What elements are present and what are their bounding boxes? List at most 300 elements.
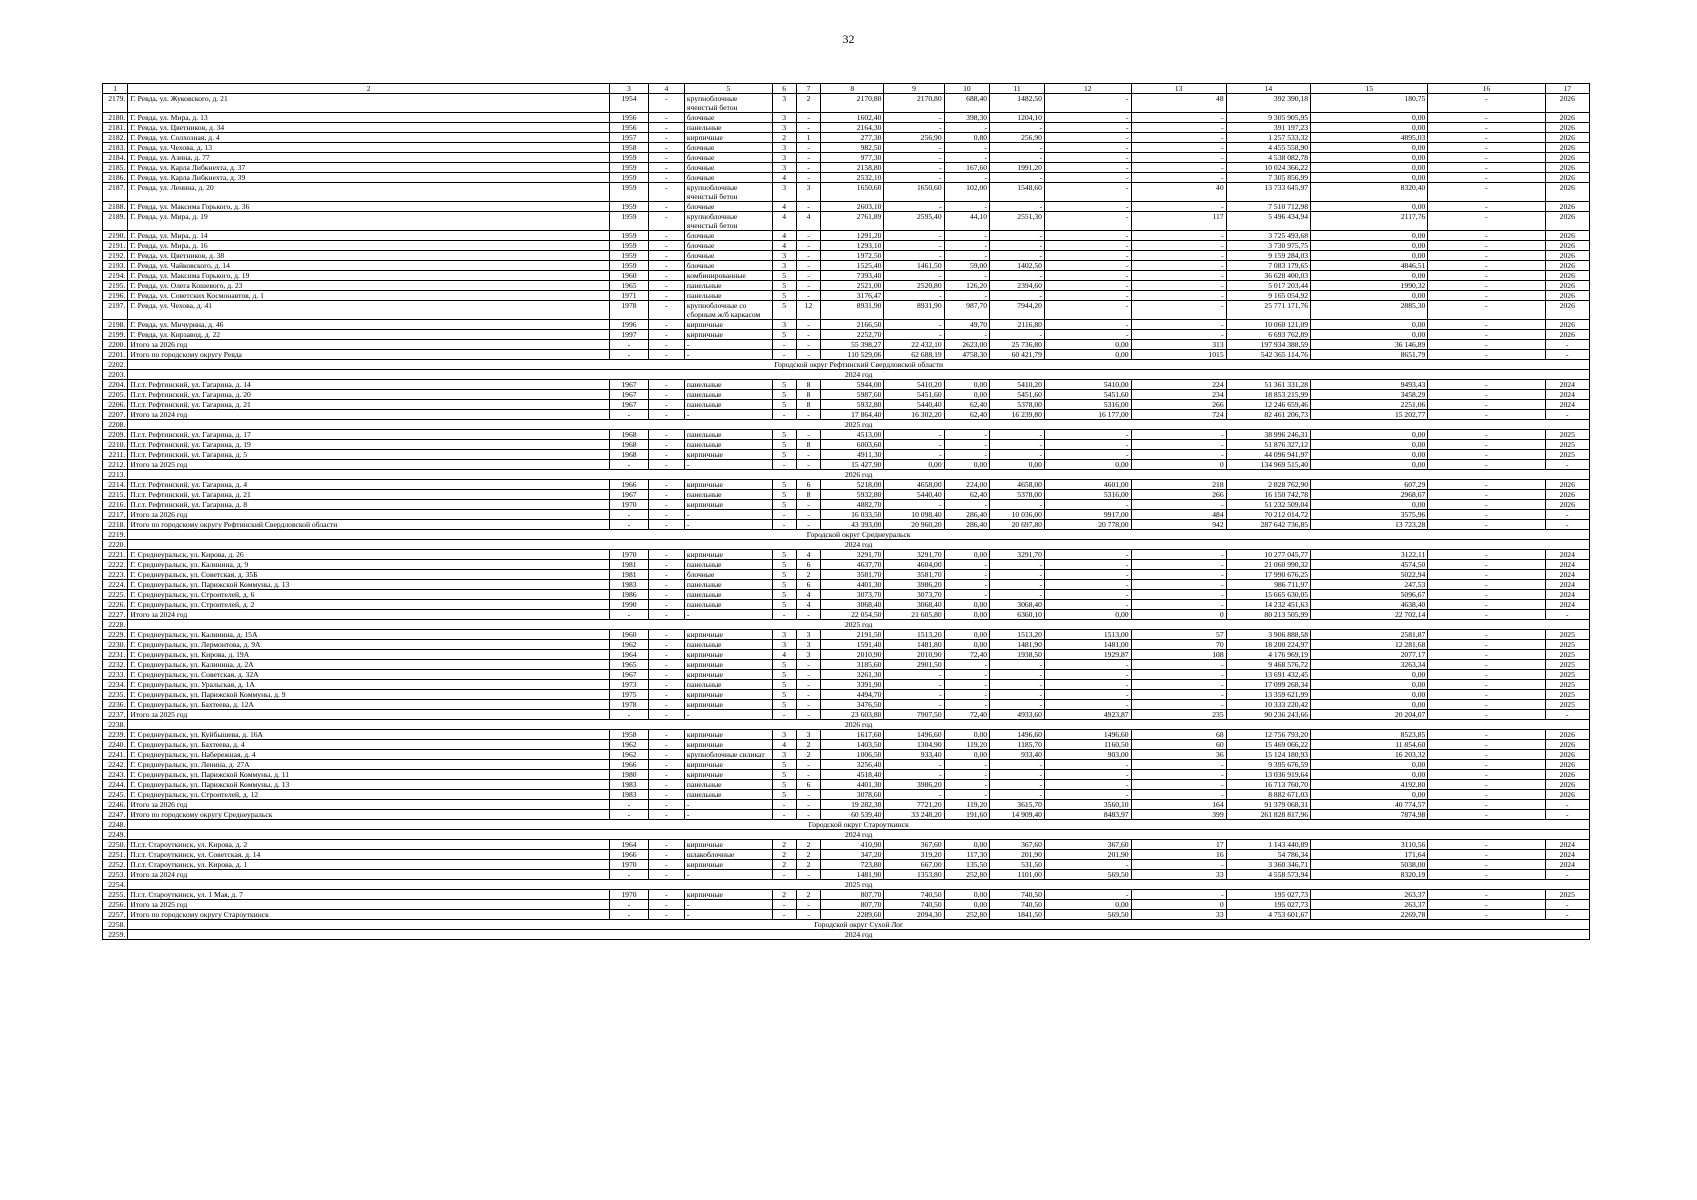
table-cell: Г. Ревда, ул. Мира, д. 13 <box>128 113 610 123</box>
table-cell: - <box>944 271 989 281</box>
table-cell: - <box>796 271 820 281</box>
table-cell: - <box>609 350 648 360</box>
table-cell: 1160,50 <box>1044 740 1131 750</box>
table-cell: блочные <box>684 251 772 261</box>
table-cell: - <box>990 500 1045 510</box>
table-cell: - <box>1131 680 1226 690</box>
table-cell: 201,90 <box>990 850 1045 860</box>
table-cell: 2182. <box>103 133 128 143</box>
table-cell: 391 197,23 <box>1226 123 1310 133</box>
table-cell: - <box>648 800 684 810</box>
table-cell: - <box>1428 580 1545 590</box>
table-cell: 1496,60 <box>990 730 1045 740</box>
table-cell: - <box>609 510 648 520</box>
table-cell: - <box>884 173 944 183</box>
table-cell: - <box>884 500 944 510</box>
table-cell: 1938,50 <box>990 650 1045 660</box>
table-cell: 1959 <box>609 231 648 241</box>
table-row <box>103 450 1590 460</box>
table-cell: - <box>990 153 1045 163</box>
table-cell: 4846,51 <box>1311 261 1428 271</box>
table-cell: 17 099 268,34 <box>1226 680 1310 690</box>
section-title: 2026 год <box>128 720 1590 730</box>
table-cell: 2170,80 <box>884 94 944 113</box>
table-cell: Г. Ревда, ул. Максима Горького, д. 19 <box>128 271 610 281</box>
table-row <box>103 500 1590 510</box>
table-cell: - <box>1428 291 1545 301</box>
table-cell: - <box>1428 400 1545 410</box>
table-cell: - <box>884 790 944 800</box>
table-cell: Итого за 2024 год <box>128 610 610 620</box>
table-cell: 0,00 <box>944 600 989 610</box>
table-cell: - <box>1044 780 1131 790</box>
table-cell: - <box>1131 320 1226 330</box>
table-row <box>103 780 1590 790</box>
table-cell: - <box>944 790 989 800</box>
table-cell: 0,00 <box>1311 291 1428 301</box>
table-cell: 15 124 180,93 <box>1226 750 1310 760</box>
table-cell: Г. Ревда, ул. Советских Космонавтов, д. 1 <box>128 291 610 301</box>
table-cell: 5932,80 <box>821 490 884 500</box>
table-cell: 8 <box>796 490 820 500</box>
table-cell: 2211. <box>103 450 128 460</box>
table-row <box>103 291 1590 301</box>
table-cell: 740,50 <box>990 900 1045 910</box>
table-cell: 5218,00 <box>821 480 884 490</box>
section-row <box>103 820 1590 830</box>
table-cell: 2026 <box>1545 94 1589 113</box>
header-cell: 10 <box>944 84 989 94</box>
table-cell: 36 <box>1131 750 1226 760</box>
table-cell: Г. Ревда, ул. Олега Кошевого, д. 23 <box>128 281 610 291</box>
table-cell: - <box>796 790 820 800</box>
table-cell: 40 <box>1131 183 1226 202</box>
table-cell: - <box>684 340 772 350</box>
section-title: Городской округ Сухой Лог <box>128 920 1590 930</box>
table-cell: 1185,70 <box>990 740 1045 750</box>
table-cell: 4658,00 <box>990 480 1045 490</box>
table-cell: - <box>796 113 820 123</box>
table-cell: - <box>772 610 796 620</box>
table-cell: 286,40 <box>944 520 989 530</box>
table-cell: 0,00 <box>944 390 989 400</box>
table-cell: - <box>796 320 820 330</box>
table-cell: 62,40 <box>944 410 989 420</box>
table-cell: крупноблочные ячеистый бетон <box>684 212 772 231</box>
table-cell: - <box>796 900 820 910</box>
table-cell: кирпичные <box>684 450 772 460</box>
table-cell: 688,40 <box>944 94 989 113</box>
table-cell: 2026 <box>1545 123 1589 133</box>
table-cell: - <box>1428 550 1545 560</box>
table-cell: 1973 <box>609 680 648 690</box>
table-cell: 2026 <box>1545 212 1589 231</box>
table-cell: 60 539,40 <box>821 810 884 820</box>
table-cell: 0,00 <box>1311 500 1428 510</box>
table-cell: 2026 <box>1545 183 1589 202</box>
table-cell: 7907,50 <box>884 710 944 720</box>
table-cell: - <box>684 870 772 880</box>
table-cell: 3458,29 <box>1311 390 1428 400</box>
table-cell: 3261,30 <box>821 670 884 680</box>
table-cell: 2209. <box>103 430 128 440</box>
table-cell: 1964 <box>609 840 648 850</box>
table-cell: 5378,00 <box>990 490 1045 500</box>
table-cell: блочные <box>684 163 772 173</box>
table-cell: Итого по городскому округу Староуткинск <box>128 910 610 920</box>
table-cell: - <box>990 450 1045 460</box>
table-cell: - <box>772 910 796 920</box>
table-cell: 3560,10 <box>1044 800 1131 810</box>
table-cell: 2269,78 <box>1311 910 1428 920</box>
table-cell: 4933,60 <box>990 710 1045 720</box>
table-cell: - <box>648 202 684 212</box>
table-cell: 3291,70 <box>884 550 944 560</box>
table-cell: 3 730 975,75 <box>1226 241 1310 251</box>
table-cell: 2024 <box>1545 550 1589 560</box>
table-cell: - <box>1044 690 1131 700</box>
table-row <box>103 251 1590 261</box>
table-cell: 3 906 888,58 <box>1226 630 1310 640</box>
table-cell: 134 969 515,40 <box>1226 460 1310 470</box>
table-cell: - <box>1044 320 1131 330</box>
table-cell: 0,00 <box>1311 173 1428 183</box>
table-cell: 2024 <box>1545 380 1589 390</box>
table-cell: - <box>1131 143 1226 153</box>
row-number: 2228. <box>103 620 128 630</box>
table-cell: - <box>1428 183 1545 202</box>
table-cell: - <box>944 660 989 670</box>
table-cell: 5410,20 <box>884 380 944 390</box>
table-cell: 5 <box>772 590 796 600</box>
table-cell: 15 427,90 <box>821 460 884 470</box>
table-cell: 10 333 220,42 <box>1226 700 1310 710</box>
table-cell: 0,00 <box>1311 700 1428 710</box>
table-cell: 6 <box>796 480 820 490</box>
table-cell: 2025 <box>1545 700 1589 710</box>
table-cell: - <box>944 123 989 133</box>
header-cell: 4 <box>648 84 684 94</box>
table-cell: 4 <box>772 173 796 183</box>
table-cell: 0,00 <box>1311 231 1428 241</box>
table-row <box>103 390 1590 400</box>
table-cell: 22 054,50 <box>821 610 884 620</box>
table-cell: - <box>1044 680 1131 690</box>
table-row <box>103 231 1590 241</box>
table-row <box>103 650 1590 660</box>
table-cell: 191,60 <box>944 810 989 820</box>
table-cell: 1959 <box>609 163 648 173</box>
table-cell: 2251,06 <box>1311 400 1428 410</box>
table-cell: Итого за 2025 год <box>128 900 610 910</box>
table-cell: 3122,11 <box>1311 550 1428 560</box>
table-cell: - <box>1428 450 1545 460</box>
table-cell: 0,00 <box>1311 241 1428 251</box>
table-cell: - <box>884 202 944 212</box>
table-row <box>103 630 1590 640</box>
table-cell: - <box>990 430 1045 440</box>
table-cell: 723,80 <box>821 860 884 870</box>
table-cell: 90 236 243,66 <box>1226 710 1310 720</box>
table-cell: 14 232 451,63 <box>1226 600 1310 610</box>
table-cell: 2247. <box>103 810 128 820</box>
table-cell: - <box>1044 94 1131 113</box>
table-cell: - <box>648 281 684 291</box>
table-cell: - <box>1044 500 1131 510</box>
table-cell: 2026 <box>1545 770 1589 780</box>
table-cell: Г. Среднеуральск, ул. Парижской Коммуны, д. 9 <box>128 690 610 700</box>
table-cell: кирпичные <box>684 330 772 340</box>
table-cell: - <box>648 810 684 820</box>
table-cell: 286,40 <box>944 510 989 520</box>
table-cell: Итого за 2026 год <box>128 510 610 520</box>
table-cell: - <box>1428 900 1545 910</box>
table-cell: 319,20 <box>884 850 944 860</box>
table-cell: - <box>1428 390 1545 400</box>
table-body <box>103 94 1590 940</box>
table-cell: 2251. <box>103 850 128 860</box>
table-cell: 21 605,80 <box>884 610 944 620</box>
table-cell: Г. Среднеуральск, ул. Калинина, д. 15А <box>128 630 610 640</box>
table-cell: - <box>772 350 796 360</box>
table-cell: 2180. <box>103 113 128 123</box>
table-cell: 2217. <box>103 510 128 520</box>
table-cell: 2885,30 <box>1311 301 1428 320</box>
section-title: Городской округ Рефтинский Свердловской области <box>128 360 1590 370</box>
table-cell: 1617,60 <box>821 730 884 740</box>
table-cell: - <box>884 690 944 700</box>
table-cell: кирпичные <box>684 770 772 780</box>
table-cell: - <box>944 560 989 570</box>
table-cell: 5 <box>772 281 796 291</box>
table-cell: - <box>648 380 684 390</box>
table-cell: - <box>944 770 989 780</box>
table-cell: Г. Среднеуральск, ул. Набережная, д. 4 <box>128 750 610 760</box>
table-cell: - <box>1044 550 1131 560</box>
table-cell: 5 <box>772 660 796 670</box>
table-cell: 1997 <box>609 330 648 340</box>
table-cell: 10 060 121,09 <box>1226 320 1310 330</box>
table-cell: 7 083 179,65 <box>1226 261 1310 271</box>
table-cell: - <box>648 630 684 640</box>
table-cell: блочные <box>684 173 772 183</box>
table-row <box>103 610 1590 620</box>
table-cell: 180,75 <box>1311 94 1428 113</box>
table-cell: - <box>1428 710 1545 720</box>
table-cell: 3986,20 <box>884 580 944 590</box>
table-cell: - <box>772 510 796 520</box>
table-cell: Итого за 2024 год <box>128 870 610 880</box>
table-cell: - <box>648 760 684 770</box>
table-cell: 2223. <box>103 570 128 580</box>
table-cell: Г. Ревда, ул. Чайковского, д. 14 <box>128 261 610 271</box>
table-cell: - <box>1428 261 1545 271</box>
row-number: 2220. <box>103 540 128 550</box>
table-cell: - <box>609 870 648 880</box>
table-cell: 2520,80 <box>884 281 944 291</box>
table-cell: 16 150 742,78 <box>1226 490 1310 500</box>
table-cell: 2025 <box>1545 430 1589 440</box>
table-cell: - <box>648 750 684 760</box>
section-title: 2025 год <box>128 420 1590 430</box>
table-cell: - <box>796 810 820 820</box>
table-row <box>103 670 1590 680</box>
table-cell: Итого по городскому округу Рефтинский Свердловской области <box>128 520 610 530</box>
table-cell: 4911,30 <box>821 450 884 460</box>
table-cell: 1967 <box>609 380 648 390</box>
table-row <box>103 710 1590 720</box>
table-cell: - <box>609 340 648 350</box>
row-number: 2249. <box>103 830 128 840</box>
table-cell: 6 <box>796 780 820 790</box>
header-cell: 15 <box>1311 84 1428 94</box>
table-cell: - <box>990 760 1045 770</box>
table-cell: - <box>796 163 820 173</box>
table-cell: 5410,00 <box>1044 380 1131 390</box>
table-cell: 0,00 <box>990 460 1045 470</box>
table-cell: 3 <box>772 640 796 650</box>
header-cell: 8 <box>821 84 884 94</box>
table-cell: панельные <box>684 123 772 133</box>
table-cell: П.г.т. Рефтинский, ул. Гагарина, д. 21 <box>128 400 610 410</box>
table-cell: - <box>1428 800 1545 810</box>
table-cell: 2206. <box>103 400 128 410</box>
table-cell: 2603,10 <box>821 202 884 212</box>
table-cell: кирпичные <box>684 650 772 660</box>
table-cell: П.г.т. Рефтинский, ул. Гагарина, д. 20 <box>128 390 610 400</box>
table-cell: 807,70 <box>821 900 884 910</box>
table-cell: - <box>884 330 944 340</box>
table-cell: - <box>1428 430 1545 440</box>
table-cell: 2025 <box>1545 690 1589 700</box>
table-cell: 4 558 573,94 <box>1226 870 1310 880</box>
table-cell: - <box>1428 760 1545 770</box>
table-cell: Г. Среднеуральск, ул. Кирова, д. 26 <box>128 550 610 560</box>
table-cell: - <box>684 510 772 520</box>
table-cell: 6003,60 <box>821 440 884 450</box>
table-cell: 10 098,40 <box>884 510 944 520</box>
table-cell: 1481,80 <box>884 640 944 650</box>
table-cell: 43 393,00 <box>821 520 884 530</box>
table-cell: 1970 <box>609 890 648 900</box>
table-cell: 44 096 941,97 <box>1226 450 1310 460</box>
table-cell: 16 713 760,70 <box>1226 780 1310 790</box>
table-cell: 3068,40 <box>821 600 884 610</box>
table-cell: - <box>796 202 820 212</box>
table-cell: - <box>884 770 944 780</box>
table-cell: 2025 <box>1545 440 1589 450</box>
table-cell: 22 702,14 <box>1311 610 1428 620</box>
table-cell: 2024 <box>1545 840 1589 850</box>
table-cell: 252,80 <box>944 870 989 880</box>
table-cell: 2185. <box>103 163 128 173</box>
table-cell: - <box>1131 770 1226 780</box>
table-cell: Итого по городскому округу Ревда <box>128 350 610 360</box>
table-cell: - <box>1044 890 1131 900</box>
table-cell: 1959 <box>609 183 648 202</box>
table-cell: П.г.т. Староуткинск, ул. Советская, д. 14 <box>128 850 610 860</box>
table-cell: 72,40 <box>944 650 989 660</box>
table-cell: 17 864,40 <box>821 410 884 420</box>
table-row <box>103 301 1590 320</box>
table-cell: 2026 <box>1545 480 1589 490</box>
section-title: 2024 год <box>128 540 1590 550</box>
table-cell: 2025 <box>1545 660 1589 670</box>
table-cell: 5 <box>772 770 796 780</box>
table-cell: 740,50 <box>884 900 944 910</box>
section-title: 2025 год <box>128 620 1590 630</box>
table-cell: 2201. <box>103 350 128 360</box>
table-cell: 0 <box>1131 900 1226 910</box>
table-cell: кирпичные <box>684 730 772 740</box>
section-title: 2026 год <box>128 470 1590 480</box>
table-cell: - <box>648 301 684 320</box>
table-cell: 44,10 <box>944 212 989 231</box>
table-cell: 2026 <box>1545 153 1589 163</box>
table-cell: 13 691 432,45 <box>1226 670 1310 680</box>
table-cell: 1481,90 <box>990 640 1045 650</box>
table-cell: 5038,00 <box>1311 860 1428 870</box>
table-cell: - <box>772 340 796 350</box>
table-cell: 54 786,34 <box>1226 850 1310 860</box>
table-cell: 4513,00 <box>821 430 884 440</box>
table-cell: Г. Среднеуральск, ул. Парижской Коммуны, д. 13 <box>128 780 610 790</box>
table-cell: - <box>1044 202 1131 212</box>
table-cell: 7944,20 <box>990 301 1045 320</box>
table-cell: 2026 <box>1545 730 1589 740</box>
table-cell: кирпичные <box>684 500 772 510</box>
table-cell: 261 828 817,96 <box>1226 810 1310 820</box>
table-cell: 3073,70 <box>821 590 884 600</box>
table-cell: - <box>944 330 989 340</box>
table-cell: 1101,00 <box>990 870 1045 880</box>
table-cell: 2026 <box>1545 301 1589 320</box>
table-row <box>103 760 1590 770</box>
table-cell: - <box>648 291 684 301</box>
table-cell: - <box>884 291 944 301</box>
table-cell: - <box>648 640 684 650</box>
table-cell: 3185,60 <box>821 660 884 670</box>
table-cell: - <box>990 251 1045 261</box>
table-cell: 2026 <box>1545 790 1589 800</box>
table-cell: 3 <box>772 143 796 153</box>
table-cell: кирпичные <box>684 670 772 680</box>
table-cell: - <box>884 251 944 261</box>
table-cell: 1959 <box>609 202 648 212</box>
table-cell: 0,00 <box>944 610 989 620</box>
table-cell: - <box>648 660 684 670</box>
table-cell: - <box>1428 680 1545 690</box>
table-cell: 23 603,80 <box>821 710 884 720</box>
table-cell: Г. Среднеуральск, ул. Советская, д. 35Б <box>128 570 610 580</box>
table-cell: 1966 <box>609 760 648 770</box>
table-cell: 1650,60 <box>884 183 944 202</box>
table-cell: блочные <box>684 231 772 241</box>
table-cell: панельные <box>684 640 772 650</box>
table-cell: - <box>1131 760 1226 770</box>
table-cell: - <box>1545 710 1589 720</box>
table-cell: Г. Среднеуральск, ул. Лермонтова, д. 9А <box>128 640 610 650</box>
table-cell: 3476,50 <box>821 700 884 710</box>
table-cell: - <box>796 350 820 360</box>
table-cell: 2246. <box>103 800 128 810</box>
header-cell: 13 <box>1131 84 1226 94</box>
table-cell: - <box>1545 510 1589 520</box>
table-cell: - <box>1428 740 1545 750</box>
table-cell: - <box>648 212 684 231</box>
table-cell: панельные <box>684 400 772 410</box>
table-cell: - <box>1131 860 1226 870</box>
